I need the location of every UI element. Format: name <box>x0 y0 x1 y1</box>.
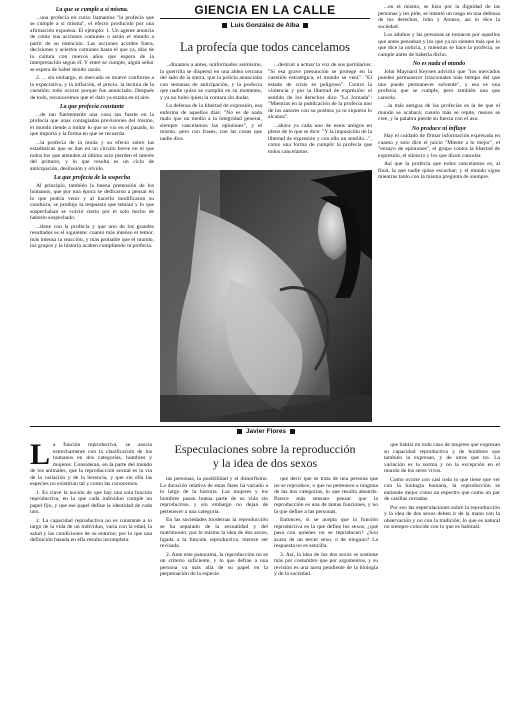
headline-line: y la idea de dos sexos <box>212 456 318 470</box>
paragraph: ...de tan fuertemente una cosa tan fuerte en la profecía que unas contagiadas previsiones del mismo, el mundo tiende a imitar lo que se vio en el pasado, lo que importa y la forma en que se recuerda. <box>30 111 154 137</box>
paragraph: ...la más antigua de las profecías es la de que el mundo se acabará; cuanto más se repite, menos se cree, y la palabra pierde su fuerza con el uso. <box>378 103 500 122</box>
article-photo <box>160 170 372 422</box>
article-column-left <box>30 4 154 422</box>
paragraph: que hablar en todo caso de mujeres que expresan su capacidad reproductiva y de hombres que también la expresan, y de otros que no. La variación es la norma y no la excepción en el mundo de los seres vivos. <box>384 442 500 474</box>
photo-image <box>160 170 372 422</box>
paragraph: ...la profecía de la moda y su efecto sobre las estadísticas que se dan en un círculo breve en el que todos los que atienden al último acto pierden el interés del primero, y lo que resulta es un ciclo de anticipación, desilusión y olvido. <box>30 139 154 172</box>
paragraph: Hay el cuidado de firmar información expresada en cuanto y solo dice el juicio "Miente a lo mejor", el "ensayo de opiniones", el grupo contra la libertad de expresión, el silencio y los que dicen cancelar. <box>378 133 500 159</box>
paragraph: John Maynard Keynes advirtió que "los mercados pueden permanecer irracionales más tiempo del que uno puede permanecer solvente", y esa es una profecía que se cumple, pero también una que cancela. <box>378 68 500 101</box>
paragraph: 3. Así, la idea de los dos sexos se sostiene más por costumbre que por argumentos, y su revisión es una tarea pendiente de la biología y de la sociedad. <box>274 551 378 577</box>
headline-line: Especulaciones sobre la reproducción <box>174 442 356 456</box>
paragraph: Así que la profecía que todos cancelamos es, al final, la que nadie quiso escuchar; y el mundo sigue mientras tanto con la misma pregunta de siempre. <box>378 161 500 180</box>
section-rule <box>160 18 370 19</box>
paragraph: ...una profecía en curso llamamos "la profecía que se cumple a sí misma", el efecto producido por una afirmación expuesta. El ejemplo: 1. Un agente anuncia de cómo sus acciones comunes o serán el mundo a partir de su intención. Las acciones acordes fuera, decisiones y aciertos comunes hasta el que ya, días de la cultura con nuevos años que espera de la interpretación según él. Y entre se cumple, algún señor se espera de haber tenido razón. <box>30 14 154 73</box>
subhead: No es nada el mundo <box>412 61 466 67</box>
article-column-right <box>268 62 372 166</box>
paragraph: Al principio, también la buena pretensión de los humanos, que por una época se dedicaron a pensar en lo que podría venir y al hacerlo modificaron su conducta, se produjo la respuesta que temían y lo que sospechaban se volvió cierto por el solo hecho de haberlo sospechado. <box>30 182 154 221</box>
subhead: La que profecía de la sospecha <box>53 175 131 181</box>
paragraph: Los adultos y las personas se tomaron por aquellos que antes pensaban y los que ya no sienten más que lo que dice la noticia, y mientras se hace la profecía, se cumple antes de haberla dicho. <box>378 32 500 58</box>
subhead: No produce ni influye <box>411 125 467 132</box>
subhead: La que profecía constante <box>59 104 125 110</box>
article-column-2 <box>160 476 268 716</box>
article-column-4 <box>384 442 500 716</box>
paragraph: 2. ... sin embargo, el mercado se mueve conforme a la expectativa, y la inflación, el precio, la lectura de la cuestión: todo ocurre porque fue anunciado. Después de todo, reconocemos que el dato ya estaba en el aire. <box>30 75 154 101</box>
paragraph: ...tiene con la profecía y que uno de los grandes resultados es el siguiente: cuanto más intenso el temor, más intensa la reacción, y más probable que el mundo, los grupos y la historia acaben cumpliendo la profecía. <box>30 223 154 249</box>
subhead: La que se cumple a sí misma. <box>55 7 129 13</box>
paragraph: Como ocurre con casi todo lo que tiene que ver con la biología humana, la reproducción se entiende mejor como un espectro que como un par de casillas cerradas. <box>384 476 500 502</box>
article-column-far-right <box>378 4 500 422</box>
headline-bottom <box>140 442 390 470</box>
paragraph: ...ahora ya cada uno de estos amigos en pleno de lo que se dice: "Y la imposición de la libertad de expresión y con ello un sentido...", como una forma de cumplir la profecía que todos cancelamos. <box>268 122 372 155</box>
section-title: GIENCIA EN LA CALLE <box>194 3 336 17</box>
paragraph: las personas, la posibilidad y el dimorfismo. La duración relativa de estas fases ha variado a lo largo de la historia. Las mujeres y los hombres pasan buena parte de su vida sin reproducirse, y sin embargo no dejan de pertenecer a una categoría. <box>160 476 268 515</box>
paragraph: 2. Ante este panorama, la reproducción no es un criterio suficiente, y lo que define a una persona va más allá de su papel en la perpetuación de la especie. <box>160 551 268 577</box>
article-column-3 <box>274 476 378 716</box>
paragraph: ...en el mismo, se hizo por la dignidad de las personas y les pide, se intentó un rasgo en una defensa de los derechos, John y Alonso, así lo dice la sociedad. <box>378 4 500 30</box>
paragraph: ...dinamos a antes, uniformados asimismo, la guerrilla se dispersó en una aldea cercana del lado de la sierra, que la policía anunciaba con semanas de anticipación, y la profecía que nadie quiso se cumplió en su momento, y ya no hubo quien la contara sin dudar. <box>160 62 262 101</box>
paragraph: ...destruir a actuar la voz de sus partidarios: "Si esa grave presunción se protege en la cuestión estratégica, el mundo se verá". "El estado de crisis es peligroso". Contra la violencia y por la libertad de expresión: el sentido de los derechos dice "La Jornada": "Mientras en la publicación de la profecía uno de los autores con su postura ya ni siquiera lo alcanza". <box>268 62 372 120</box>
paragraph: que decir que se trata de una persona que no se reproduce, o que no pertenece a ninguna de las dos categorías, lo que resulta absurdo. Parece más sensato pensar que la reproducción es una de tantas funciones, y no la que define a las personas. <box>274 476 378 515</box>
headline-top: La profecía que todos cancelamos <box>179 40 351 54</box>
author-name: Javier Flores <box>245 428 287 435</box>
paragraph: 1. Es clave la noción de que hay una sola función reproductiva, en la que cada individuo cumple un papel fijo, y que ese papel define la identidad de cada uno. <box>30 489 152 515</box>
paragraph: La defensa de la libertad de expresión, esa enferma de aquellos días: "No es de nada malo que un medio a la integridad general, siempre cancelamos las opiniones", y el mismo, pero con frases, con las cosas que nadie dice. <box>160 103 262 142</box>
drop-cap: L <box>30 442 51 471</box>
paragraph: 2. La capacidad reproductiva no es constante a lo largo de la vida de un individuo, varía con la edad, la salud y las condiciones de su entorno; por lo que una definición basada en ella resulta incompleta. <box>30 517 152 543</box>
author-name: Luis González de Alba <box>230 22 300 29</box>
paragraph: En las sociedades modernas la reproducción se ha separado de la sexualidad y del matrimonio; por lo mismo la idea de dos sexos, ligada a la función reproductiva, merece ser revisada. <box>160 517 268 549</box>
article-column-1 <box>30 442 152 716</box>
paragraph: a función reproductiva, se asocia estrechamente con la clasificación de los humanos en dos categorías, hombres y mujeres. Consideran, en la parte del mundo de los animales, que la reproducción sexual es la vía de la variación y de la herencia, y que sin ella las especies no existirían tal y como las conocemos. <box>30 442 152 487</box>
byline-bottom <box>160 428 372 435</box>
byline-top <box>160 22 370 29</box>
paragraph: Por eso las especulaciones sobre la reproducción y la idea de dos sexos deben ir de la mano con la observación y no con la tradición; lo que es natural no siempre coincide con lo que es habitual. <box>384 504 500 530</box>
article-column-mid <box>160 62 262 166</box>
paragraph: Entonces, si se acepta que la función reproductiva es la que define los sexos, ¿qué pasa con quienes no se reproducen? ¿Son acaso de un tercer sexo, o de ninguno? La respuesta no es sencilla. <box>274 517 378 549</box>
divider-rule <box>30 426 500 427</box>
